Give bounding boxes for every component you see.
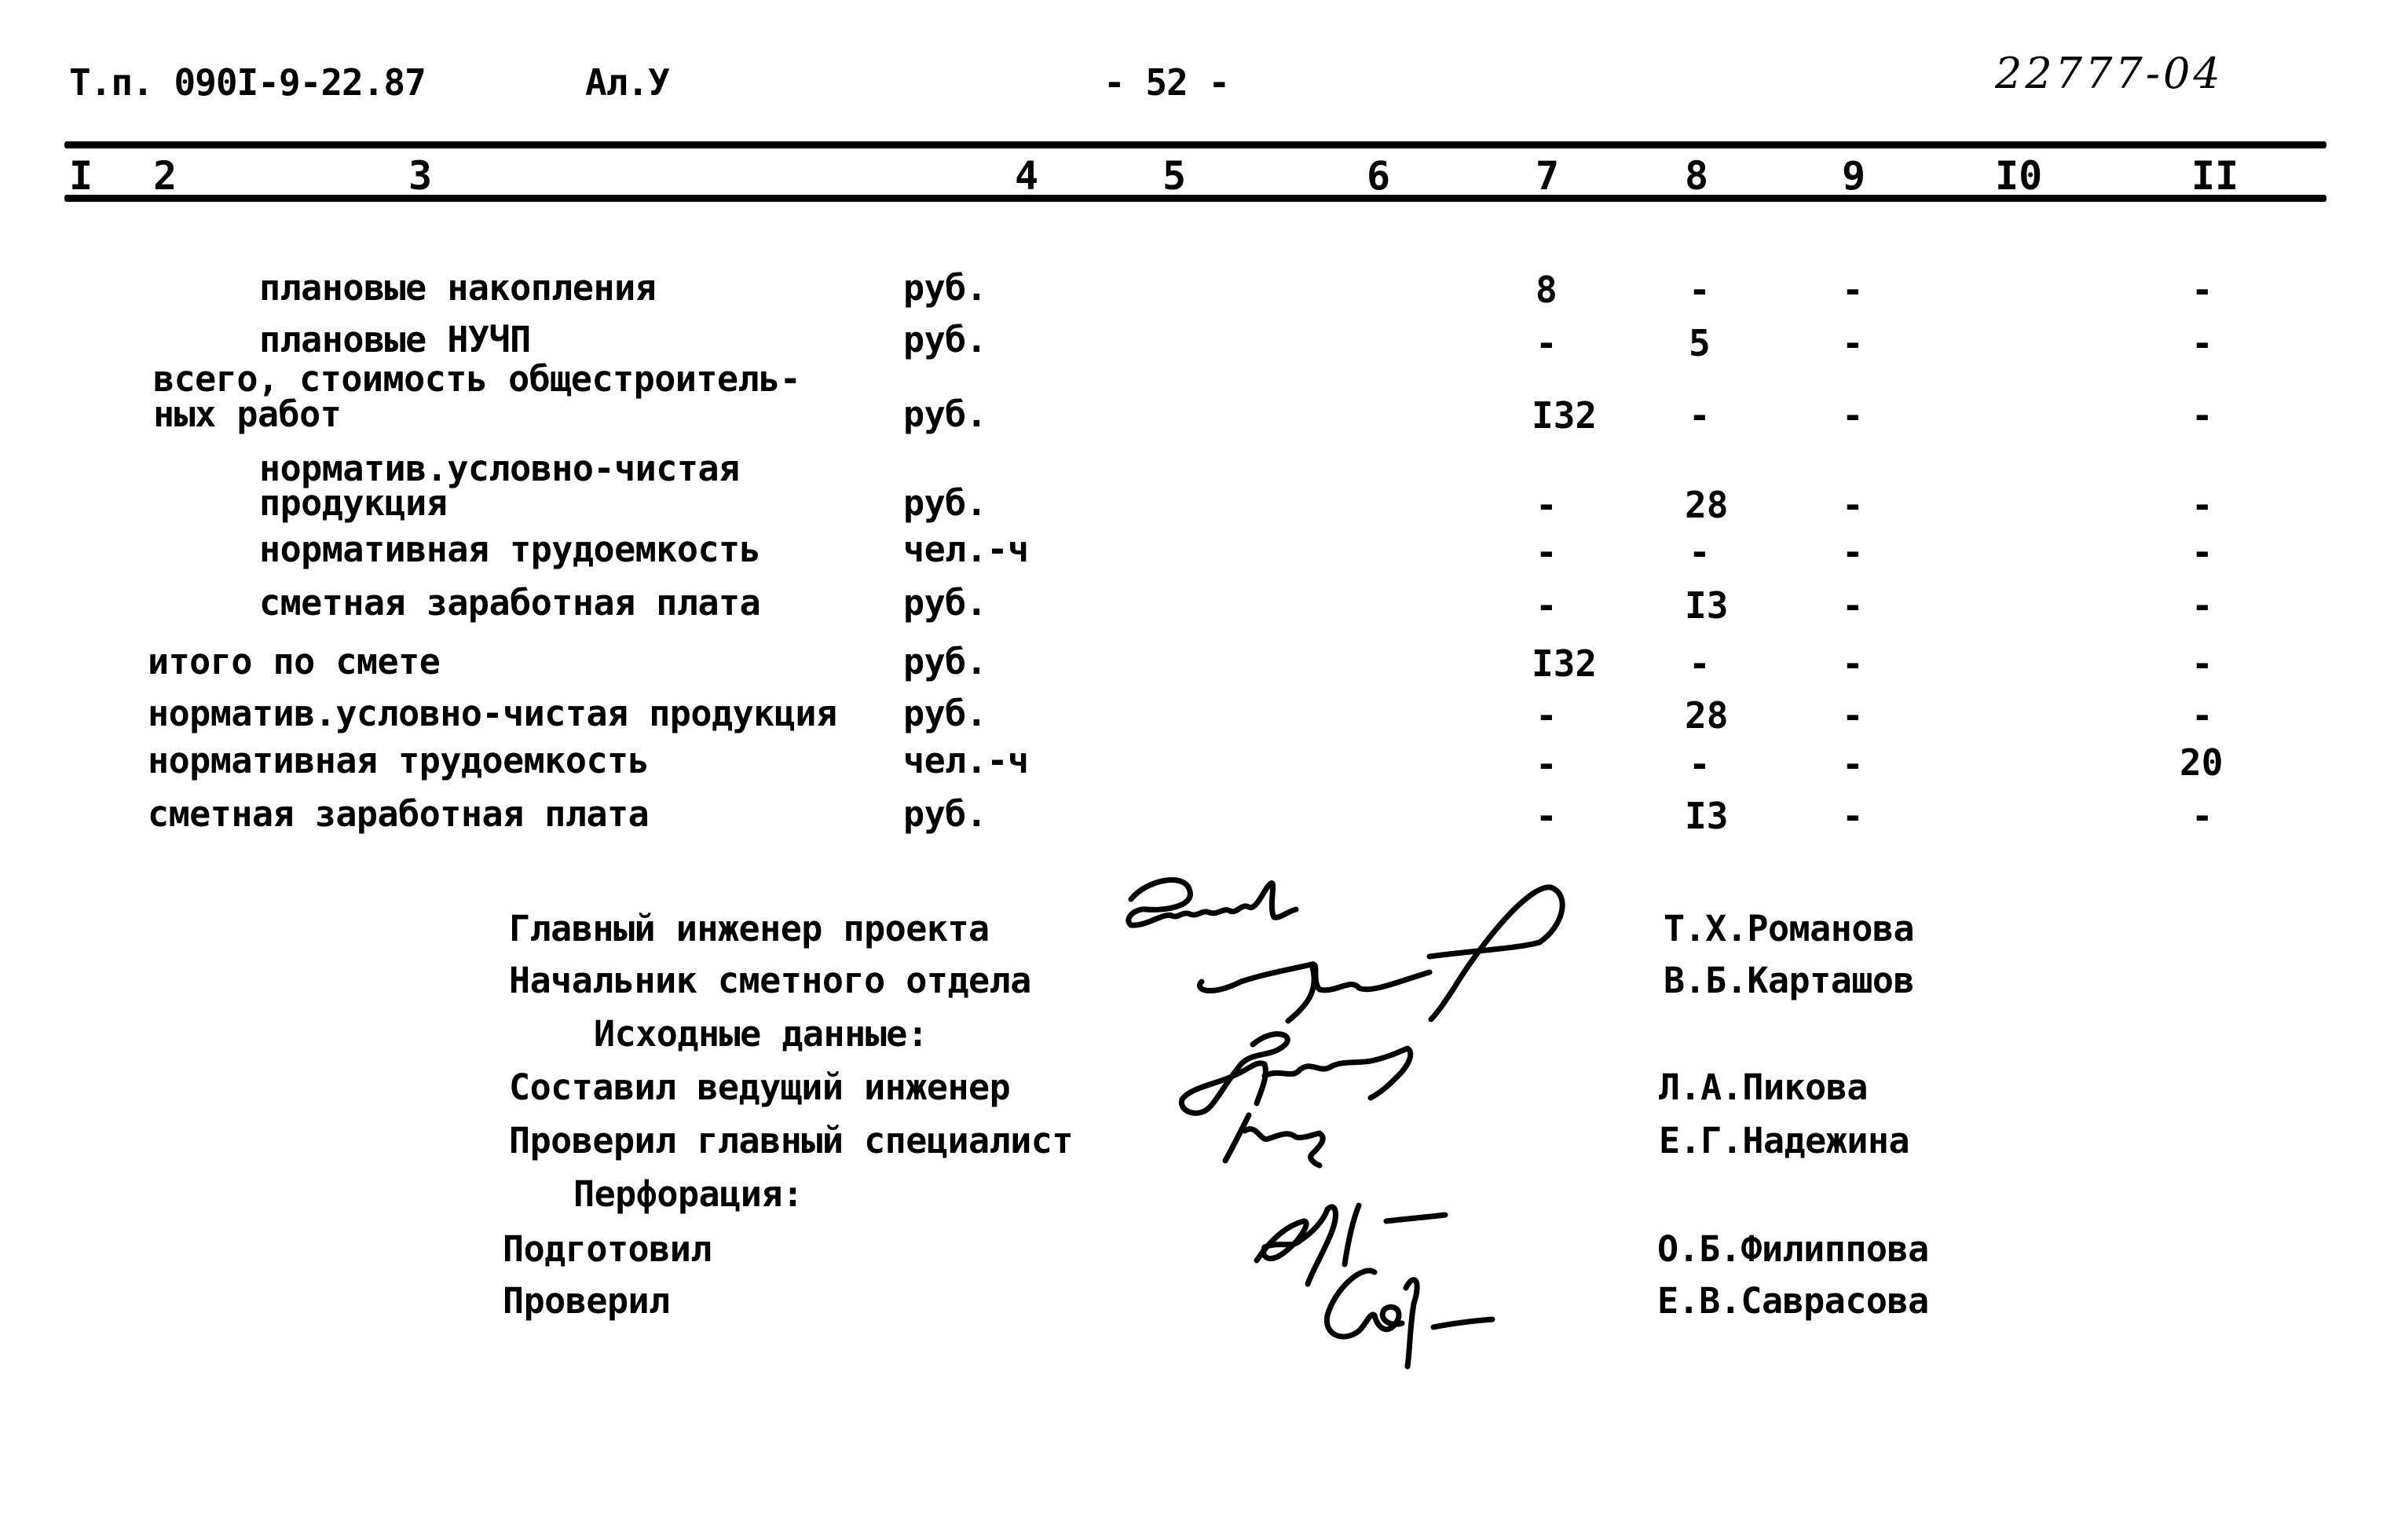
cell-col7: - xyxy=(1536,322,1558,364)
name-filippova: О.Б.Филиппова xyxy=(1657,1228,1929,1270)
col-num-10: I0 xyxy=(1995,153,2043,199)
row-label: сметная заработная плата xyxy=(148,793,650,835)
doc-code: Т.п. 090I-9-22.87 xyxy=(69,61,426,104)
section-perforation: Перфорация: xyxy=(573,1173,803,1215)
cell-col7: 8 xyxy=(1536,269,1558,311)
cell-col9: - xyxy=(1842,394,1864,437)
cell-col8: - xyxy=(1689,394,1711,437)
row-unit: руб. xyxy=(903,641,987,682)
cell-col9: - xyxy=(1842,642,1864,685)
stamp-number: 22777-04 xyxy=(1995,49,2224,98)
role-chief-engineer: Главный инженер проекта xyxy=(509,908,990,949)
row-unit: руб. xyxy=(903,793,987,835)
col-num-9: 9 xyxy=(1842,153,1866,199)
row-unit: руб. xyxy=(903,319,987,360)
col-num-5: 5 xyxy=(1162,153,1187,199)
row-label-line1: норматив.условно-чистая xyxy=(259,448,740,489)
col-num-4: 4 xyxy=(1015,153,1039,199)
row-unit: руб. xyxy=(903,693,987,734)
row-label: норматив.условно-чистая продукция xyxy=(148,693,837,734)
role-head-estimate-dept: Начальник сметного отдела xyxy=(509,960,1031,1001)
row-label: нормативная трудоемкость xyxy=(259,529,761,570)
cell-col8: 28 xyxy=(1685,694,1729,737)
name-savrasova: Е.В.Саврасова xyxy=(1657,1280,1929,1322)
cell-col9: - xyxy=(1842,694,1864,737)
row-unit: руб. xyxy=(903,482,987,524)
cell-col11: - xyxy=(2191,394,2213,437)
cell-col11: - xyxy=(2191,322,2213,364)
row-label-line1: всего, стоимость общестроитель- xyxy=(153,358,801,400)
cell-col11: - xyxy=(2191,642,2213,685)
role-checked-by-specialist: Проверил главный специалист xyxy=(509,1120,1073,1161)
row-label-line2: ных работ xyxy=(153,393,342,435)
row-unit: руб. xyxy=(903,267,987,309)
cell-col11: - xyxy=(2191,269,2213,311)
cell-col9: - xyxy=(1842,795,1864,837)
row-label: плановые накопления xyxy=(259,267,657,309)
handwritten-signatures xyxy=(1100,864,1649,1414)
cell-col8: - xyxy=(1689,531,1711,573)
cell-col8: - xyxy=(1689,269,1711,311)
cell-col7: I32 xyxy=(1532,642,1598,685)
col-num-7: 7 xyxy=(1536,153,1560,199)
row-unit: руб. xyxy=(903,393,987,435)
name-nadezhina: Е.Г.Надежина xyxy=(1659,1120,1910,1161)
col-num-8: 8 xyxy=(1685,153,1709,199)
name-kartashov: В.Б.Карташов xyxy=(1664,960,1915,1001)
cell-col9: - xyxy=(1842,322,1864,364)
cell-col7: - xyxy=(1536,694,1558,737)
cell-col7: - xyxy=(1536,795,1558,837)
role-checked-by: Проверил xyxy=(503,1280,670,1322)
cell-col11: - xyxy=(2191,584,2213,627)
cell-col11: - xyxy=(2191,694,2213,737)
col-num-3: 3 xyxy=(408,153,433,199)
role-prepared-by: Подготовил xyxy=(503,1228,712,1270)
cell-col8: 5 xyxy=(1689,322,1711,364)
page-number: - 52 - xyxy=(1104,61,1230,104)
row-label-line2: продукция xyxy=(259,482,448,524)
cell-col7: - xyxy=(1536,743,1558,785)
table-top-rule xyxy=(64,141,2326,148)
album-label: Ал.У xyxy=(585,61,669,104)
cell-col9: - xyxy=(1842,269,1864,311)
row-label: итого по смете xyxy=(148,641,441,682)
section-source-data: Исходные данные: xyxy=(594,1013,928,1055)
cell-col8: I3 xyxy=(1685,795,1729,837)
cell-col7: - xyxy=(1536,484,1558,526)
col-num-6: 6 xyxy=(1367,153,1391,199)
col-num-2: 2 xyxy=(153,153,178,199)
name-romanova: Т.Х.Романова xyxy=(1664,908,1915,949)
cell-col11: - xyxy=(2191,531,2213,573)
cell-col7: I32 xyxy=(1532,394,1598,437)
row-unit: чел.-ч xyxy=(903,740,1029,781)
role-compiled-by: Составил ведущий инженер xyxy=(509,1066,1011,1108)
row-label: нормативная трудоемкость xyxy=(148,740,650,781)
name-pikova: Л.А.Пикова xyxy=(1659,1066,1868,1108)
cell-col11: - xyxy=(2191,795,2213,837)
cell-col9: - xyxy=(1842,531,1864,573)
row-label: плановые НУЧП xyxy=(259,319,531,360)
cell-col8: - xyxy=(1689,642,1711,685)
col-num-11: II xyxy=(2191,153,2239,199)
cell-col9: - xyxy=(1842,584,1864,627)
row-label: сметная заработная плата xyxy=(259,582,761,624)
table-header-bottom-rule xyxy=(64,195,2326,202)
cell-col11: 20 xyxy=(2180,741,2224,784)
cell-col7: - xyxy=(1536,531,1558,573)
row-unit: руб. xyxy=(903,582,987,624)
cell-col9: - xyxy=(1842,743,1864,785)
cell-col7: - xyxy=(1536,584,1558,627)
row-unit: чел.-ч xyxy=(903,529,1029,570)
cell-col8: I3 xyxy=(1685,584,1729,627)
cell-col9: - xyxy=(1842,484,1864,526)
cell-col11: - xyxy=(2191,484,2213,526)
cell-col8: 28 xyxy=(1685,484,1729,526)
col-num-1: I xyxy=(69,153,93,199)
cell-col8: - xyxy=(1689,743,1711,785)
